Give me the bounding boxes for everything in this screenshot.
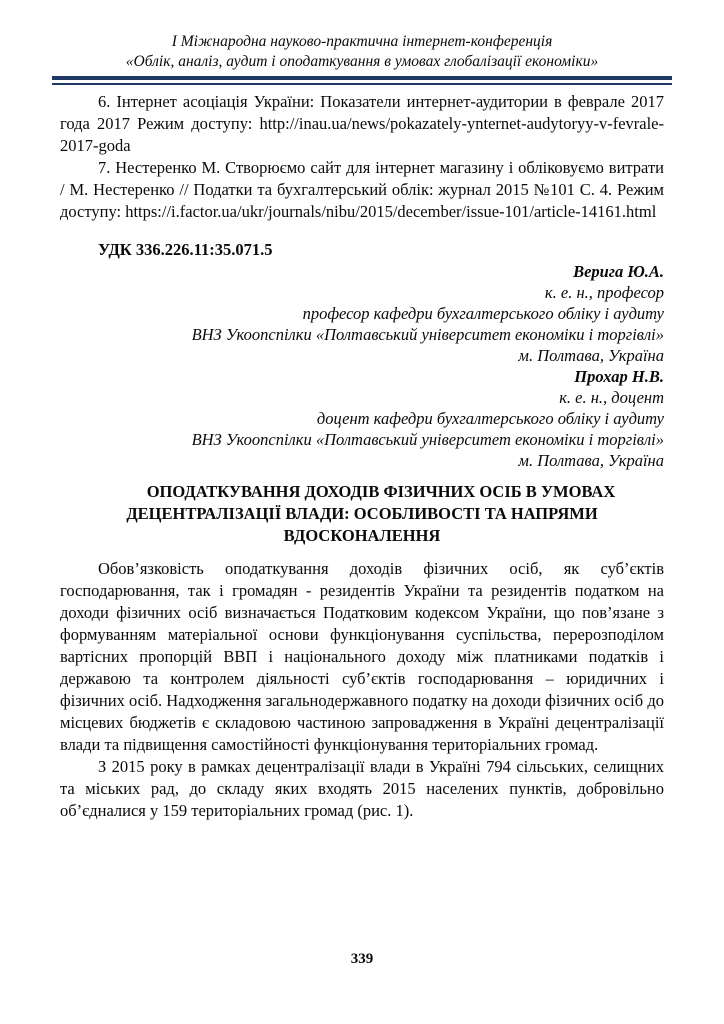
author-degree: к. е. н., професор [544,283,664,302]
running-header [60,32,664,72]
author-location: м. Полтава, Україна [518,346,664,365]
author-location: м. Полтава, Україна [518,451,664,470]
udc-code: УДК 336.226.11:35.071.5 [98,240,273,259]
author-affiliation: ВНЗ Укоопспілки «Полтавський університет економіки і торгівлі» [191,430,664,449]
reference-item: 6. Інтернет асоціація України: Показатели интернет-аудитории в феврале 2017 года 2017 Режим доступу: http://inau.ua/news/pokazately-ynternet-audytoryy-v-fevrale-2017-goda [60,92,664,155]
author-position: доцент кафедри бухгалтерського обліку і аудиту [316,409,664,428]
conference-name-line1: І Міжнародна науково-практична інтернет-конференція [171,33,553,50]
reference-item: 7. Нестеренко М. Створюємо сайт для інтернет магазину і обліковуємо витрати / М. Нестеренко // Податки та бухгалтерський облік: журнал 2015 №101 С. 4. Режим доступу: https://i.factor.ua/ukr/journals/nibu/2015/december/issue-101/article-14161.html [60,158,664,221]
article-body [60,558,664,822]
author-name: Верига Ю.А. [573,262,664,281]
author-name: Прохар Н.В. [574,367,664,386]
author-degree: к. е. н., доцент [559,388,664,407]
article-title: ОПОДАТКУВАННЯ ДОХОДІВ ФІЗИЧНИХ ОСІБ В УМОВАХ ДЕЦЕНТРАЛІЗАЦІЇ ВЛАДИ: ОСОБЛИВОСТІ ТА НАПРЯМИ ВДОСКОНАЛЕННЯ [126,482,616,545]
header-divider-rule [52,76,672,85]
author-entry [60,366,664,471]
page-number: 339 [350,951,374,967]
author-position: професор кафедри бухгалтерського обліку і аудиту [302,304,664,323]
body-paragraph: Обов’язковість оподаткування доходів фізичних осіб, як суб’єктів господарювання, так і громадян - резидентів України та резидентів податком на доходи фізичних осіб визначається Податковим кодексом України, що пов’язане з формуванням матеріальної основи функціонування суспільства, перерозподілом вартісних пропорцій ВВП і національного доходу між платниками податків і державою та контролем діяльності суб’єктів господарювання – юридичних і фізичних осіб. Надходження загальнодержавного податку на доходи фізичних осіб до місцевих бюджетів є складовою частиною запровадження в Україні децентралізації влади та підвищення самостійності функціонування територіальних громад. [60,559,664,754]
authors-block [60,261,664,471]
references-list [60,91,664,223]
author-entry [60,261,664,366]
conference-name-line2: «Облік, аналіз, аудит і оподаткування в умовах глобалізації економіки» [125,53,599,70]
body-paragraph: З 2015 року в рамках децентралізації влади в Україні 794 сільських, селищних та міських рад, до складу яких входять 2015 населених пунктів, добровільно об’єдналися у 159 територіальних громад (рис. 1). [60,757,664,820]
author-affiliation: ВНЗ Укоопспілки «Полтавський університет економіки і торгівлі» [191,325,664,344]
